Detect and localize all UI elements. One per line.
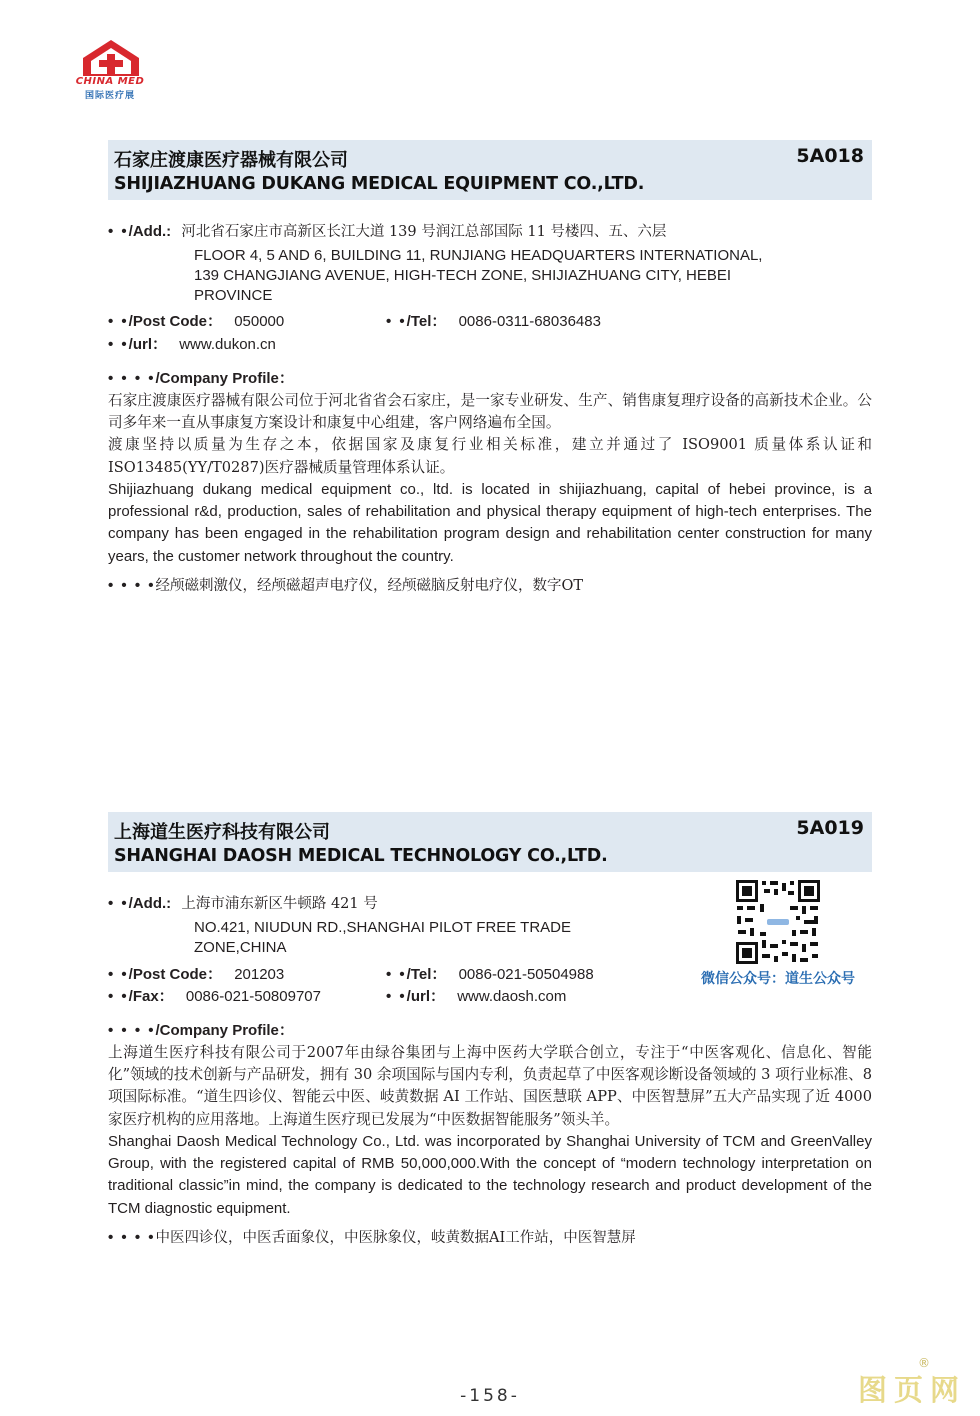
bullet-marker: • • <box>386 966 407 983</box>
address-cn: 河北省石家庄市高新区长江大道 139 号润江总部国际 11 号楼四、五、六层 <box>181 224 667 240</box>
profile-cn <box>108 390 872 479</box>
products-row <box>108 1228 636 1248</box>
bullet-marker: • • <box>108 988 129 1005</box>
profile-cn-paragraph: 渡康坚持以质量为生存之本，依据国家及康复行业相关标准，建立并通过了 ISO9001 质量体系认证和 ISO13485(YY/T0287)医疗器械质量管理体系认证。 <box>108 436 872 476</box>
wechat-qr-code <box>734 878 822 966</box>
tel-row <box>386 312 601 332</box>
address-en-line: ZONE,CHINA <box>194 939 287 956</box>
address-row <box>108 894 378 914</box>
address-en-line: FLOOR 4, 5 AND 6, BUILDING 11, RUNJIANG HEADQUARTERS INTERNATIONAL, <box>194 247 763 264</box>
qr-caption: 微信公众号：道生公众号 <box>701 971 855 987</box>
watermark-registered-mark: ® <box>918 1356 930 1370</box>
profile-cn <box>108 1042 872 1131</box>
postcode-value: 050000 <box>234 313 285 330</box>
bullet-marker: • • <box>108 336 129 353</box>
booth-number: 5A019 <box>796 817 864 839</box>
tel-label: /Tel： <box>406 313 447 330</box>
booth-number: 5A018 <box>796 145 864 167</box>
postcode-row <box>108 965 284 985</box>
profile-en-paragraph: Shijiazhuang dukang medical equipment co., ltd. is located in shijiazhuang, capital of hebei province, is a professional r&d, production, sales of rehabilitation and physical therapy equipment of high-tech enterprises. The company has been engaged in the rehabilitation program design and rehabilitation center construction for many years, the customer network throughout the country. <box>108 481 872 565</box>
bullet-marker: • • • • <box>108 1229 156 1246</box>
profile-en <box>108 479 872 568</box>
address-cn: 上海市浦东新区牛顿路 421 号 <box>181 896 378 912</box>
profile-label: /Company Profile： <box>155 1022 294 1039</box>
company-name-cn: 上海道生医疗科技有限公司 <box>114 822 330 843</box>
profile-cn-paragraph: 上海道生医疗科技有限公司于2007年由绿谷集团与上海中医药大学联合创立，专注于“中医客观化、信息化、智能化”领域的技术创新与产品研发，拥有 30 余项国际与国内专利，负责起草了中医客观诊断设备领域的 3 项行业标准、8 项国际标准。“道生四诊仪、智能云中医、岐黄数据 AI 工作站、国医慧联 APP、中医智慧屏”五大产品实现了近 4000 家医疗机构的应用落地。上海道生医疗现已发展为“中医数据智能服务”领头羊。 <box>108 1044 872 1128</box>
postcode-label: /Post Code： <box>128 966 223 983</box>
watermark: 图页网 <box>858 1373 967 1407</box>
address-en-line: PROVINCE <box>194 287 273 304</box>
bullet-marker: • • <box>108 313 129 330</box>
bullet-marker: • • <box>386 988 407 1005</box>
url-value[interactable]: www.dukon.cn <box>179 336 276 353</box>
company-name-cn: 石家庄渡康医疗器械有限公司 <box>114 150 348 171</box>
tel-value: 0086-021-50504988 <box>458 966 594 983</box>
tel-value: 0086-0311-68036483 <box>458 313 601 330</box>
url-value[interactable]: www.daosh.com <box>457 988 567 1005</box>
bullet-marker: • • <box>108 223 129 240</box>
address-en <box>194 918 674 958</box>
profile-label: /Company Profile： <box>155 370 294 387</box>
logo-text: CHINA MED <box>75 76 145 87</box>
profile-heading <box>108 1021 294 1041</box>
products-row <box>108 576 583 596</box>
bullet-marker: • • • • <box>108 1022 156 1039</box>
products-value: 经颅磁刺激仪，经颅磁超声电疗仪，经颅磁脑反射电疗仪，数字OT <box>155 578 584 594</box>
profile-cn-paragraph: 石家庄渡康医疗器械有限公司位于河北省省会石家庄，是一家专业研发、生产、销售康复理疗设备的高新技术企业。公司多年来一直从事康复方案设计和康复中心组建，客户网络遍布全国。 <box>108 392 872 432</box>
bullet-marker: • • • • <box>108 577 156 594</box>
company-header <box>108 812 872 872</box>
postcode-row <box>108 312 284 332</box>
bullet-marker: • • <box>108 895 129 912</box>
url-row <box>108 335 276 355</box>
postcode-value: 201203 <box>234 966 285 983</box>
profile-heading <box>108 369 294 389</box>
page-number: -158- <box>460 1386 520 1406</box>
address-en <box>194 246 854 306</box>
address-label: /Add.: <box>128 895 172 912</box>
url-label: /url： <box>406 988 446 1005</box>
bullet-marker: • • <box>108 966 129 983</box>
address-en-line: 139 CHANGJIANG AVENUE, HIGH-TECH ZONE, SHIJIAZHUANG CITY, HEBEI <box>194 267 732 284</box>
address-row <box>108 222 666 242</box>
address-en-line: NO.421, NIUDUN RD.,SHANGHAI PILOT FREE TRADE <box>194 919 572 936</box>
company-name-en: SHANGHAI DAOSH MEDICAL TECHNOLOGY CO.,LTD. <box>114 846 608 866</box>
products-value: 中医四诊仪，中医舌面象仪，中医脉象仪，岐黄数据AI工作站，中医智慧屏 <box>155 1230 636 1246</box>
address-label: /Add.: <box>128 223 172 240</box>
url-label: /url： <box>128 336 168 353</box>
company-header <box>108 140 872 200</box>
tel-label: /Tel： <box>406 966 447 983</box>
profile-en-paragraph: Shanghai Daosh Medical Technology Co., Ltd. was incorporated by Shanghai University of TCM and GreenValley Group, with the registered capital of RMB 50,000,000.With the concept of “modern technology interpretation on traditional classic”in mind, the company is dedicated to the technology research and product development of the TCM diagnostic equipment. <box>108 1133 872 1217</box>
fax-value: 0086-021-50809707 <box>185 988 321 1005</box>
logo-subtext: 国际医疗展 <box>84 91 135 101</box>
url-row <box>386 987 566 1007</box>
postcode-label: /Post Code： <box>128 313 223 330</box>
bullet-marker: • • <box>386 313 407 330</box>
company-name-en: SHIJIAZHUANG DUKANG MEDICAL EQUIPMENT CO.,LTD. <box>114 174 645 194</box>
bullet-marker: • • • • <box>108 370 156 387</box>
tel-row <box>386 965 594 985</box>
fax-label: /Fax： <box>128 988 174 1005</box>
fax-row <box>108 987 321 1007</box>
profile-en <box>108 1131 872 1220</box>
